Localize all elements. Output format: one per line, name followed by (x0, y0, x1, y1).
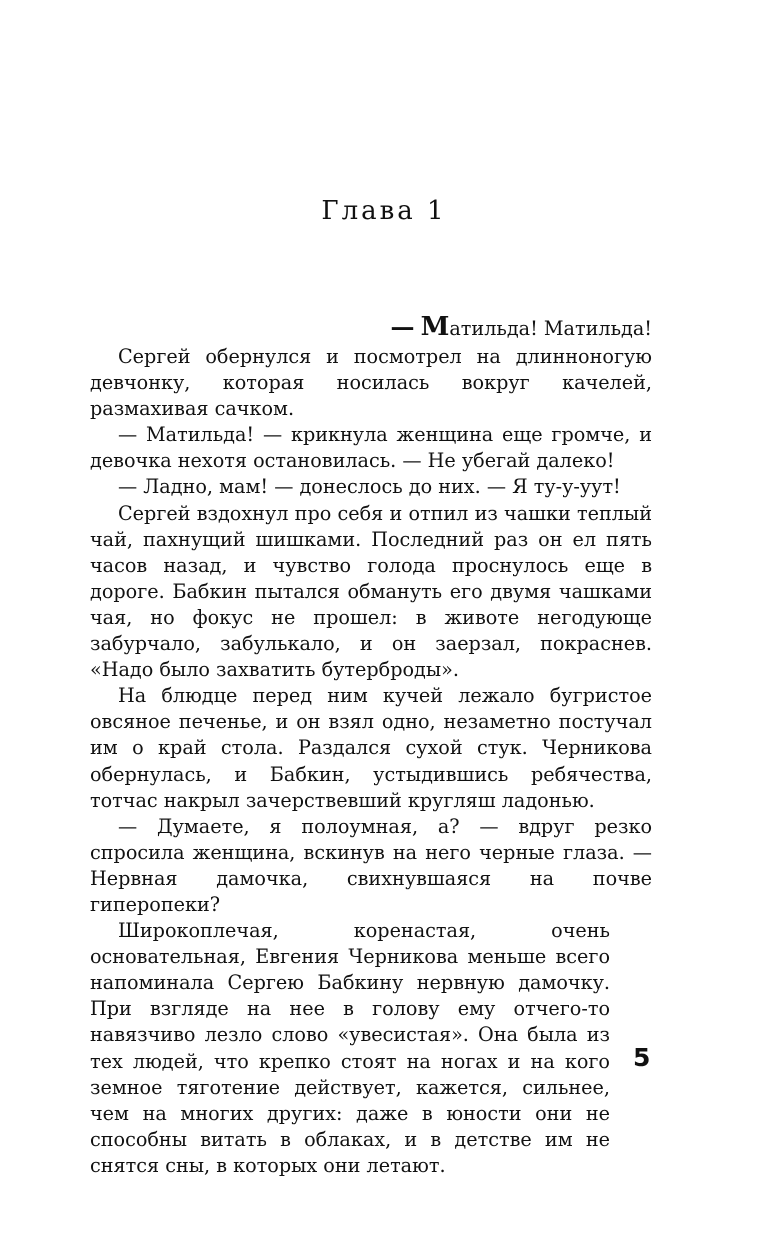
page-number: 5 (633, 1043, 651, 1072)
paragraph: — Ладно, мам! — донеслось до них. — Я ту-у-уут! (118, 475, 621, 499)
chapter-text (90, 312, 652, 1179)
paragraph: Широкоплечая, коренастая, очень основательная, Евгения Черникова меньше всего напоминала Сергею Бабкину нервную дамочку. При взгляде на нее в голову ему отчего-то навязчиво лезло слово «увесистая». Она была из тех людей, что крепко стоят на ногах и на кого земное тяготение действует, кажется, сильнее, чем на многих других: даже в юности они не способны витать в облаках, и в детстве им не снятся сны, в которых они летают. (90, 919, 610, 1177)
paragraph: — Матильда! — крикнула женщина еще громче, и девочка нехотя остановилась. — Не убегай далеко! (90, 423, 652, 473)
paragraph: Сергей вздохнул про себя и отпил из чашки теплый чай, пахнущий шишками. Последний раз он ел пять часов назад, и чувство голода проснулось еще в дороге. Бабкин пытался обмануть его двумя чашками чая, но фокус не прошел: в животе негодующе забурчало, забулькало, и он заерзал, покраснев. «Надо было захватить бутерброды». (90, 501, 652, 682)
drop-cap-letter: М (420, 312, 450, 342)
paragraph: Сергей обернулся и посмотрел на длинноногую девчонку, которая носилась вокруг качелей, размахивая сачком. (90, 345, 652, 421)
opening-text: атильда! Матильда! (449, 317, 652, 340)
paragraph: На блюдце перед ним кучей лежало бугристое овсяное печенье, и он взял одно, незаметно постучал им о край стола. Раздался сухой стук. Черникова обернулась, и Бабкин, устыдившись ребячества, тотчас накрыл зачерствевший кругляш ладонью. (90, 684, 652, 812)
chapter-title: Глава 1 (321, 196, 447, 226)
paragraph: — Думаете, я полоумная, а? — вдруг резко спросила женщина, вскинув на него черные глаза. — Нервная дамочка, свихнувшаяся на почве гиперопеки? (90, 814, 652, 916)
opening-line (90, 312, 652, 344)
opening-dash: — (390, 312, 415, 341)
